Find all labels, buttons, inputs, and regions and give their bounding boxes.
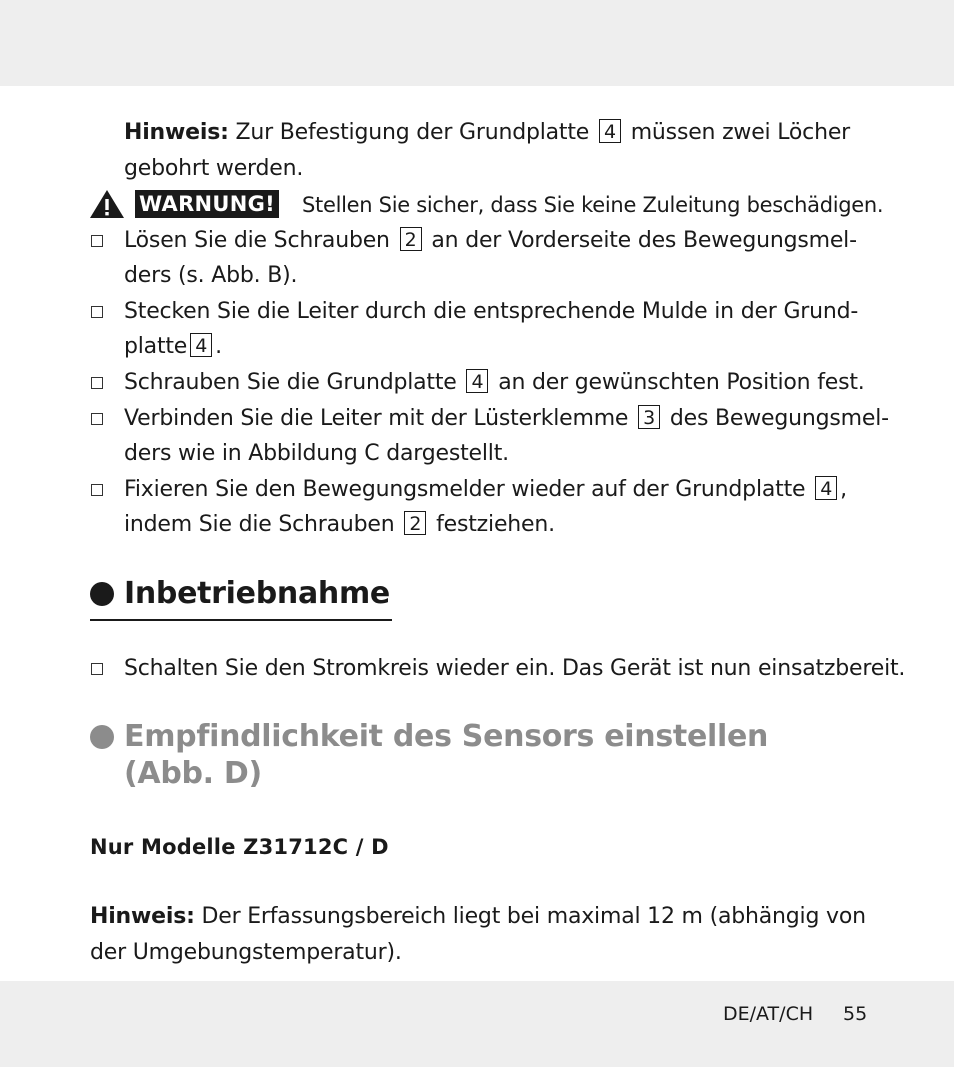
part-reference: 4 [466, 369, 488, 393]
model-subtitle: Nur Modelle Z31712C / D [90, 835, 389, 859]
step-text: , [840, 477, 847, 502]
step-3-line-1 [124, 368, 865, 398]
step-checkbox-icon [91, 306, 103, 318]
note-label: Hinweis: [124, 120, 229, 145]
step-1-line-1 [124, 226, 857, 256]
step-text: des Bewegungsmel- [669, 406, 889, 431]
step-4-line-2: ders wie in Abbildung C dargestellt. [124, 441, 509, 466]
step-2-line-1: Stecken Sie die Leiter durch die entsprechende Mulde in der Grund- [124, 299, 859, 324]
note-hinweis-2-line-2: der Umgebungstemperatur). [90, 940, 402, 965]
step-checkbox-icon [91, 377, 103, 389]
step-4-line-1 [124, 404, 889, 434]
section1-step: Schalten Sie den Stromkreis wieder ein. Das Gerät ist nun einsatzbereit. [124, 656, 906, 681]
step-checkbox-icon [91, 484, 103, 496]
step-5-line-2 [124, 510, 555, 540]
note-text: Der Erfassungsbereich liegt bei maximal 12 m (abhängig von [201, 904, 866, 929]
step-checkbox-icon [91, 663, 103, 675]
step-text: an der Vorderseite des Bewegungsmel- [431, 228, 857, 253]
step-text: an der gewünschten Position fest. [498, 370, 865, 395]
step-2-line-2 [124, 332, 222, 362]
part-reference: 3 [638, 405, 660, 429]
section-title-inbetriebnahme: Inbetriebnahme [124, 576, 390, 611]
warning-label: WARNUNG! [135, 190, 279, 218]
part-reference: 4 [815, 476, 837, 500]
note-text: Zur Befestigung der Grundplatte [235, 120, 590, 145]
part-reference: 4 [190, 333, 212, 357]
page-top-band [0, 0, 954, 86]
section-bullet-icon [90, 582, 114, 606]
step-text: . [215, 334, 222, 359]
part-reference: 2 [400, 227, 422, 251]
page-number: 55 [843, 1003, 868, 1025]
step-text: Schrauben Sie die Grundplatte [124, 370, 457, 395]
step-checkbox-icon [91, 235, 103, 247]
step-1-line-2: ders (s. Abb. B). [124, 263, 298, 288]
step-checkbox-icon [91, 413, 103, 425]
note-hinweis-2-line-1 [90, 902, 866, 932]
section-title-line-1: Empfindlichkeit des Sensors einstellen [124, 719, 769, 754]
section-bullet-icon [90, 725, 114, 749]
note-text: müssen zwei Löcher [630, 120, 851, 145]
note-hinweis-line-1 [124, 118, 850, 148]
step-text: Lösen Sie die Schrauben [124, 228, 390, 253]
step-text: indem Sie die Schrauben [124, 512, 395, 537]
step-5-line-1 [124, 475, 847, 505]
warning-text: Stellen Sie sicher, dass Sie keine Zuleitung beschädigen. [302, 193, 884, 217]
note-label: Hinweis: [90, 904, 195, 929]
note-hinweis-line-2: gebohrt werden. [124, 156, 304, 181]
step-text: Fixieren Sie den Bewegungsmelder wieder auf der Grundplatte [124, 477, 806, 502]
step-text: festziehen. [436, 512, 555, 537]
section-title-line-2: (Abb. D) [124, 756, 262, 791]
section-title-underline [90, 619, 392, 621]
part-reference: 4 [599, 119, 621, 143]
warning-triangle-icon [89, 189, 125, 219]
part-reference: 2 [404, 511, 426, 535]
footer-locale: DE/AT/CH [723, 1003, 814, 1025]
step-text: platte [124, 334, 188, 359]
step-text: Verbinden Sie die Leiter mit der Lüsterklemme [124, 406, 629, 431]
